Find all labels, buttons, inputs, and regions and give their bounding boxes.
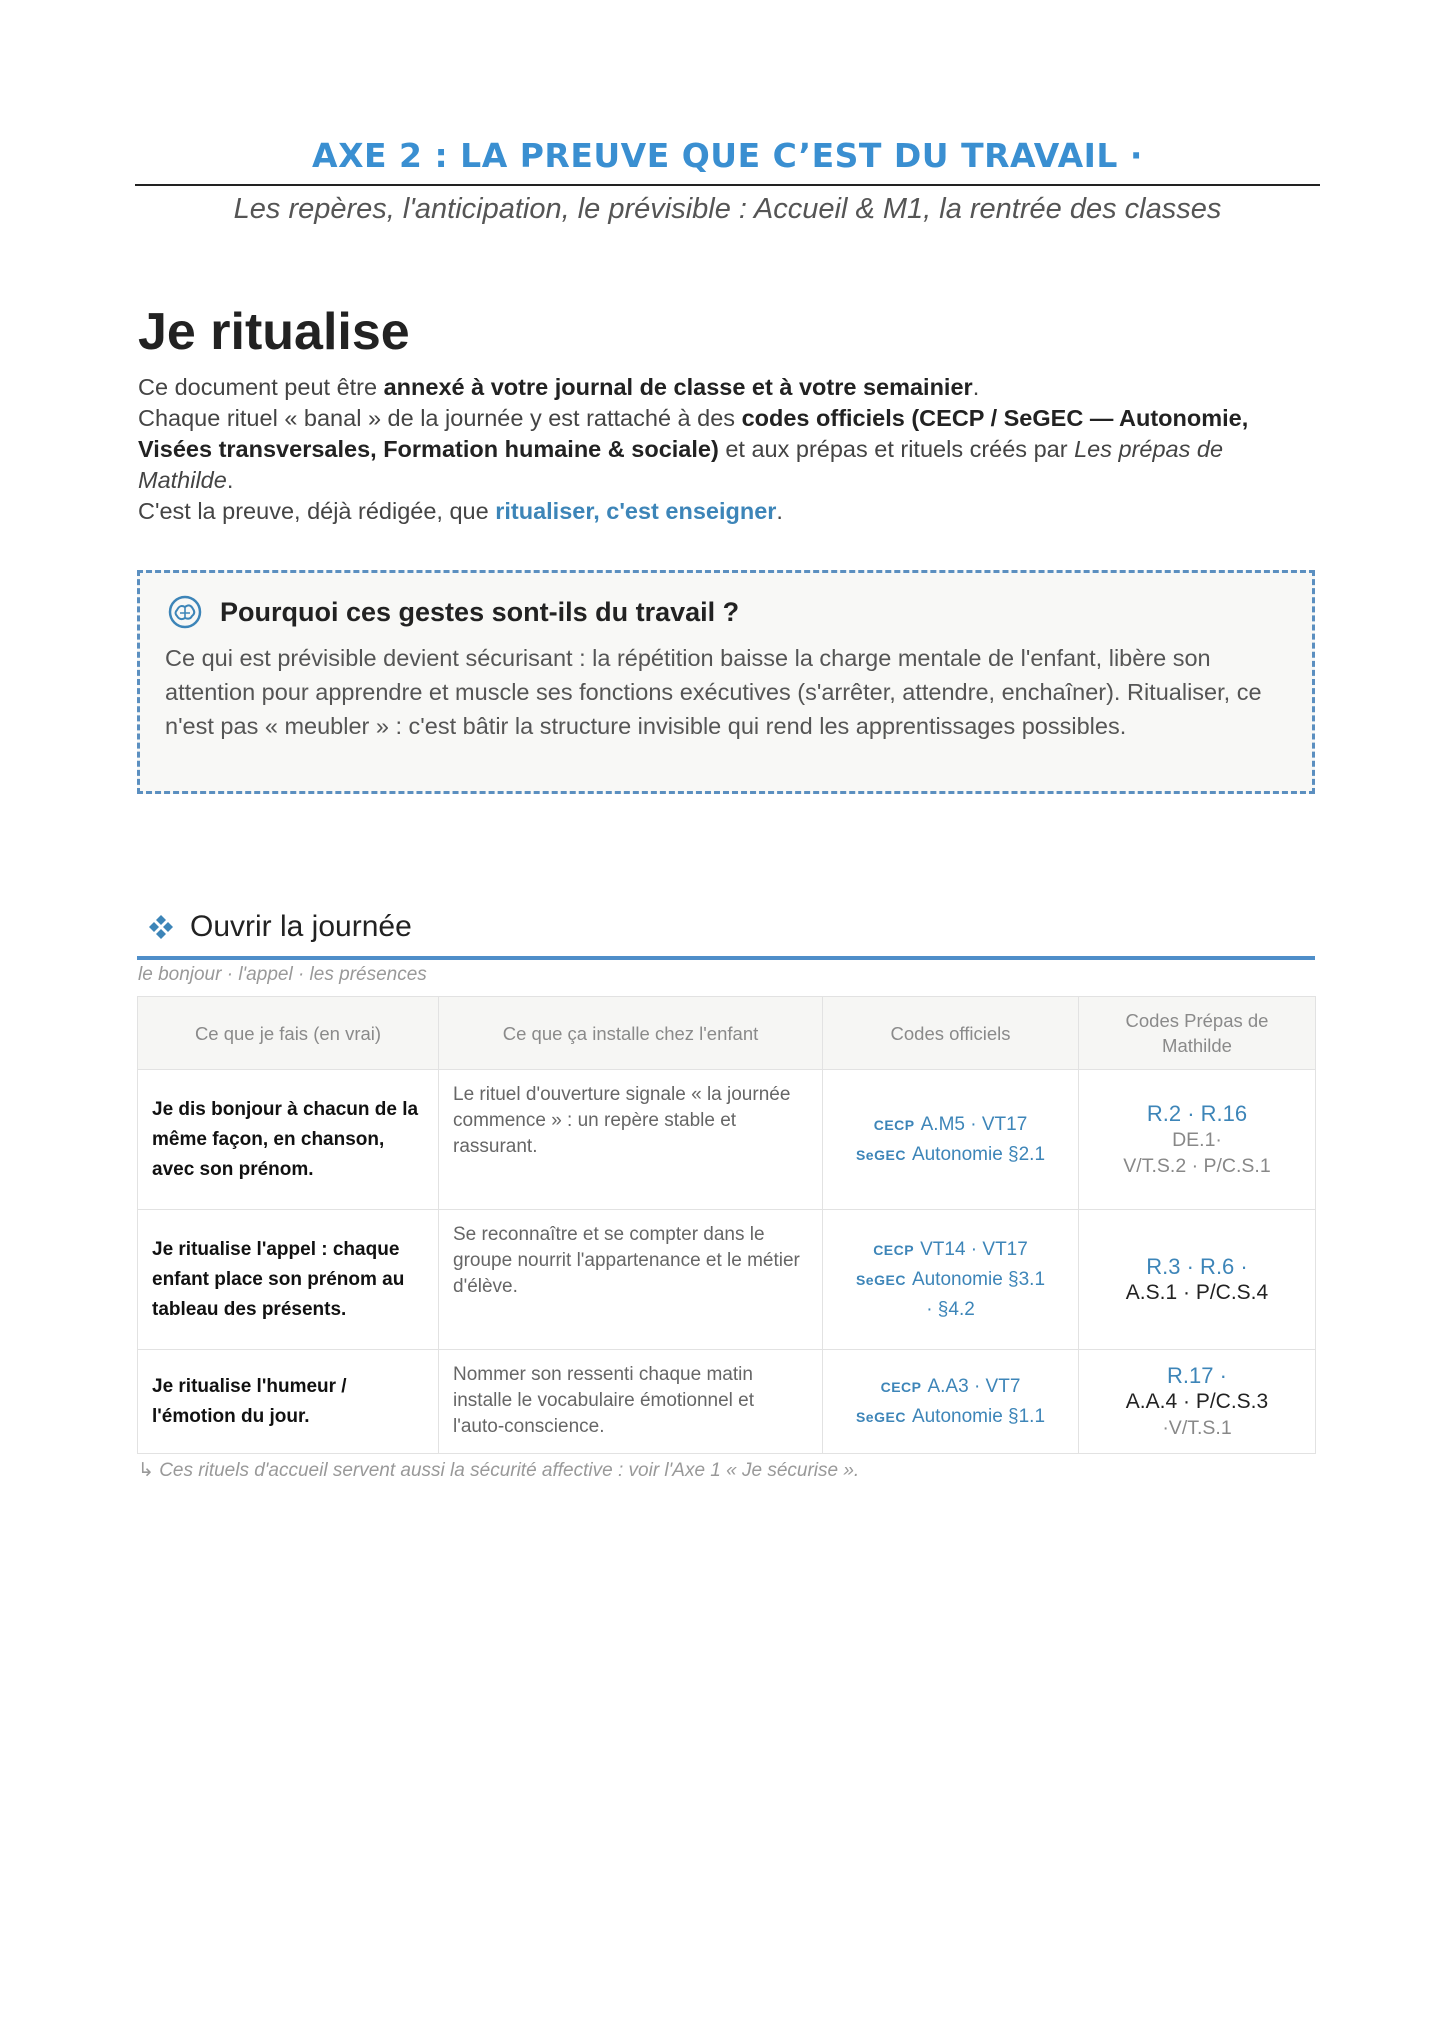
- action-cell: Je ritualise l'appel : chaque enfant place son prénom au tableau des présents.: [138, 1210, 439, 1350]
- table-row: [138, 1210, 1316, 1350]
- prepas-codes-cell: R.3 · R.6 · A.S.1 · P/C.S.4: [1079, 1210, 1316, 1350]
- page-title: Je ritualise: [138, 303, 410, 361]
- action-cell: Je ritualise l'humeur / l'émotion du jour.: [138, 1350, 439, 1454]
- table-row: [138, 1070, 1316, 1210]
- column-header: Codes officiels: [823, 997, 1079, 1070]
- effect-cell: Se reconnaître et se compter dans le groupe nourrit l'appartenance et le métier d'élève.: [439, 1210, 823, 1350]
- callout-body: Ce qui est prévisible devient sécurisant : la répétition baisse la charge mentale de l'enfant, libère son attention pour apprendre et muscle ses fonctions exécutives (s'arrêter, attendre, enchaîner). Ritualiser, ce n'est pas « meubler » : c'est bâtir la structure invisible qui rend les apprentissages possibles.: [165, 645, 1262, 739]
- section-divider: [137, 956, 1315, 960]
- effect-cell: Le rituel d'ouverture signale « la journée commence » : un repère stable et rassurant.: [439, 1070, 823, 1210]
- callout-box: [137, 570, 1315, 794]
- intro-paragraph-3: C'est la preuve, déjà rédigée, que ritualiser, c'est enseigner.: [138, 498, 783, 524]
- prepas-codes-cell: R.2 · R.16 DE.1· V/T.S.2 · P/C.S.1: [1079, 1070, 1316, 1210]
- column-header: Ce que je fais (en vrai): [138, 997, 439, 1070]
- callout-header: [168, 595, 739, 629]
- official-codes-cell: CECP A.M5 · VT17 SeGEC Autonomie §2.1: [823, 1070, 1079, 1210]
- table-header-row: [138, 997, 1316, 1070]
- callout-title: Pourquoi ces gestes sont-ils du travail ?: [220, 596, 740, 627]
- table-row: [138, 1350, 1316, 1454]
- prepas-codes-cell: R.17 · A.A.4 · P/C.S.3 ·V/T.S.1: [1079, 1350, 1316, 1454]
- intro-paragraph-2: Chaque rituel « banal » de la journée y est rattaché à des codes officiels (CECP / SeGEC — Autonomie, Visées transversales, Formation humaine & sociale) et aux prépas et rituels créés par Les prépas de Mathilde.: [138, 405, 1249, 493]
- brain-icon: [168, 595, 202, 629]
- intro-text: [138, 372, 1318, 527]
- rituals-table: [137, 996, 1316, 1454]
- diamond-cluster-icon: [148, 914, 174, 940]
- column-header: Ce que ça installe chez l'enfant: [439, 997, 823, 1070]
- axe-subtitle: Les repères, l'anticipation, le prévisible : Accueil & M1, la rentrée des classes: [233, 193, 1222, 225]
- intro-paragraph-1: Ce document peut être annexé à votre journal de classe et à votre semainier.: [138, 374, 980, 400]
- section-title: Ouvrir la journée: [190, 910, 412, 943]
- action-cell: Je dis bonjour à chacun de la même façon, en chanson, avec son prénom.: [138, 1070, 439, 1210]
- effect-cell: Nommer son ressenti chaque matin installe le vocabulaire émotionnel et l'auto-conscience.: [439, 1350, 823, 1454]
- axe-title: AXE 2 : LA PREUVE QUE C’EST DU TRAVAIL ·: [312, 136, 1143, 175]
- section-header: [148, 910, 412, 944]
- ritualiser-link[interactable]: ritualiser, c'est enseigner: [495, 498, 777, 524]
- header-divider: [135, 184, 1320, 186]
- official-codes-cell: CECP VT14 · VT17 SeGEC Autonomie §3.1 · §4.2: [823, 1210, 1079, 1350]
- table-footnote: ↳ Ces rituels d'accueil servent aussi la sécurité affective : voir l'Axe 1 « Je sécurise ».: [138, 1460, 860, 1481]
- official-codes-cell: CECP A.A3 · VT7 SeGEC Autonomie §1.1: [823, 1350, 1079, 1454]
- section-subtitle: le bonjour · l'appel · les présences: [138, 964, 427, 985]
- column-header: Codes Prépas de Mathilde: [1079, 997, 1316, 1070]
